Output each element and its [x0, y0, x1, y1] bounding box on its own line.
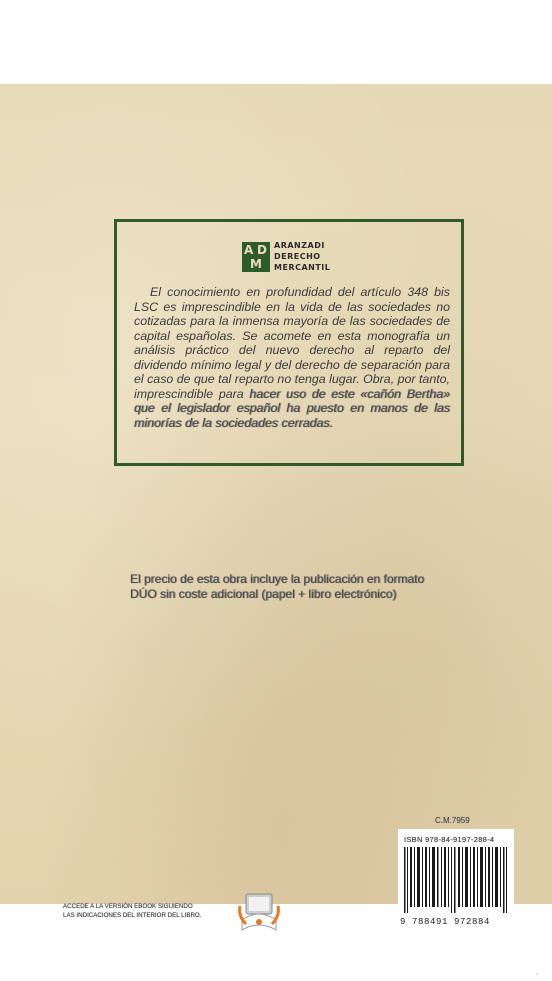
publisher-name-line2: DERECHO [274, 252, 321, 261]
book-description-blurred-text: hacer uso de este «cañón Bertha» que el legislador español ha puesto en manos de las minorías de la sociedades cerradas. [134, 386, 450, 430]
adm-logo-icon [242, 242, 270, 272]
barcode-icon [404, 847, 508, 913]
publisher-logo [242, 240, 330, 273]
publisher-name-line3: MERCANTIL [274, 263, 331, 272]
ebook-access-note [63, 902, 235, 920]
logo-letter-a: A [244, 242, 254, 257]
book-back-cover [0, 84, 552, 927]
book-description-text: El conocimiento en profundidad del artículo 348 bis LSC es imprescindible en la vida de las sociedades no cotizadas para la inmensa mayoría de las sociedades de capital españolas. Se acomete en esta monografía un análisis práctico del nuevo derecho al reparto del dividendo mínimo legal y del derecho de separación para el caso de que tal reparto no tenga lugar. Obra, por tanto, imprescindible para [134, 285, 450, 401]
barcode-block [398, 829, 514, 933]
description-frame [114, 219, 464, 466]
isbn-text: ISBN 978-84-9197-288-4 [404, 835, 495, 844]
corner-mark: ▫ [536, 972, 539, 978]
price-note: El precio de esta obra incluye la publicación en formato DÚO sin coste adicional (papel + libro electrónico) [130, 572, 425, 601]
publisher-name [274, 240, 330, 273]
logo-letter-d: D [257, 242, 267, 257]
ebook-access-note-line2: LAS INDICACIONES DEL INTERIOR DEL LIBRO. [63, 912, 202, 919]
book-description [134, 285, 450, 430]
catalog-code: C.M.7959 [435, 816, 470, 825]
duo-ebook-icon [236, 890, 282, 934]
logo-letter-m: M [250, 256, 262, 271]
publisher-name-line1: ARANZADI [274, 241, 325, 250]
barcode-digits: 9 788491 972884 [400, 917, 491, 927]
ebook-access-note-line1: ACCEDE A LA VERSIÓN EBOOK SIGUIENDO [63, 903, 193, 910]
